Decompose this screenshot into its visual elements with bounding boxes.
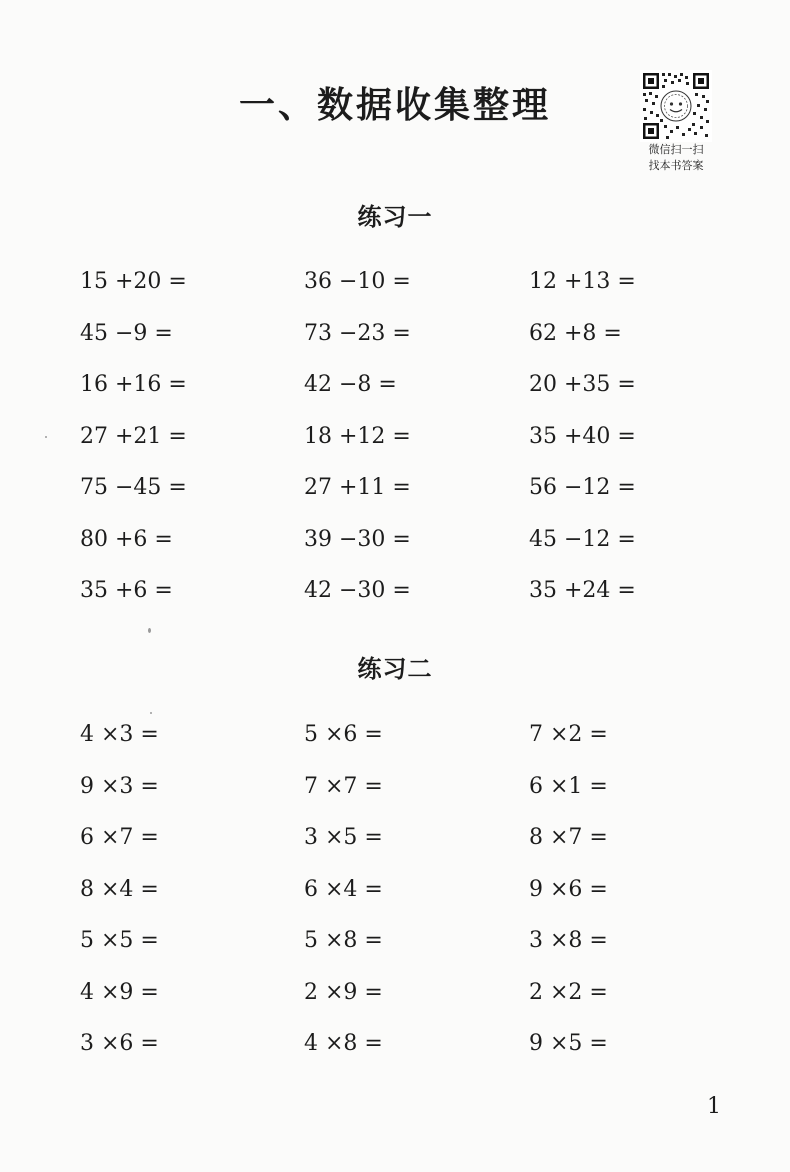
- problem: 73 −23 =: [304, 320, 411, 346]
- exercise-row: [0, 717, 790, 769]
- problem: 2 ×9 =: [304, 979, 383, 1005]
- exercise-2-grid: [0, 717, 790, 1078]
- problem: 15 +20 =: [80, 269, 187, 294]
- exercise-row: [0, 769, 790, 821]
- problem: 35 +24 =: [529, 578, 636, 603]
- problem: 3 ×6 =: [80, 1031, 159, 1056]
- problem: 45 −9 =: [80, 320, 173, 346]
- problem: 2 ×2 =: [529, 979, 608, 1005]
- exercise-row: [0, 522, 790, 574]
- problem: 27 +11 =: [304, 475, 411, 500]
- problem: 5 ×8 =: [304, 928, 383, 953]
- problem: 35 +40 =: [529, 423, 636, 449]
- problem: 56 −12 =: [529, 475, 636, 500]
- problem: 16 +16 =: [80, 372, 187, 397]
- exercise-row: [0, 367, 790, 419]
- problem: 9 ×6 =: [529, 876, 608, 902]
- scan-speck: [148, 628, 151, 633]
- qr-caption-line1: 微信扫一扫: [648, 143, 704, 156]
- problem: 3 ×5 =: [304, 825, 383, 850]
- scan-speck: [150, 712, 152, 714]
- problem: 4 ×9 =: [80, 979, 159, 1005]
- exercise-row: [0, 573, 790, 625]
- exercise-1-title: 练习一: [357, 203, 433, 231]
- problem: 35 +6 =: [80, 578, 173, 603]
- qr-caption-line2: 找本书答案: [648, 159, 704, 172]
- problem: 42 −30 =: [304, 578, 411, 603]
- problem: 20 +35 =: [529, 372, 636, 397]
- problem: 5 ×6 =: [304, 722, 383, 747]
- problem: 7 ×7 =: [304, 773, 383, 799]
- problem: 6 ×7 =: [80, 825, 159, 850]
- problem: 6 ×4 =: [304, 876, 383, 902]
- exercise-row: [0, 923, 790, 975]
- exercise-row: [0, 264, 790, 316]
- problem: 5 ×5 =: [80, 928, 159, 953]
- scan-speck: [45, 436, 47, 438]
- problem: 27 +21 =: [80, 423, 187, 449]
- problem: 12 +13 =: [529, 269, 636, 294]
- qr-code-block[interactable]: [638, 70, 714, 174]
- problem: 8 ×4 =: [80, 876, 159, 902]
- problem: 4 ×3 =: [80, 722, 159, 747]
- problem: 9 ×5 =: [529, 1031, 608, 1056]
- problem: 4 ×8 =: [304, 1031, 383, 1056]
- problem: 18 +12 =: [304, 423, 411, 449]
- problem: 39 −30 =: [304, 526, 411, 552]
- page-number: 1: [707, 1094, 721, 1119]
- exercise-2-title: 练习二: [357, 655, 433, 683]
- page-title: 一、数据收集整理: [238, 85, 551, 126]
- exercise-row: [0, 975, 790, 1027]
- exercise-row: [0, 820, 790, 872]
- exercise-1-grid: [0, 264, 790, 625]
- exercise-row: [0, 470, 790, 522]
- problem: 8 ×7 =: [529, 825, 608, 850]
- exercise-row: [0, 316, 790, 368]
- exercise-row: [0, 1026, 790, 1078]
- problem: 75 −45 =: [80, 475, 187, 500]
- problem: 62 +8 =: [529, 320, 622, 346]
- problem: 45 −12 =: [529, 526, 636, 552]
- problem: 3 ×8 =: [529, 928, 608, 953]
- exercise-row: [0, 419, 790, 471]
- problem: 42 −8 =: [304, 372, 397, 397]
- exercise-row: [0, 872, 790, 924]
- qr-code-icon[interactable]: [640, 70, 712, 142]
- problem: 80 +6 =: [80, 526, 173, 552]
- problem: 36 −10 =: [304, 269, 411, 294]
- problem: 6 ×1 =: [529, 773, 608, 799]
- problem: 9 ×3 =: [80, 773, 159, 799]
- problem: 7 ×2 =: [529, 722, 608, 747]
